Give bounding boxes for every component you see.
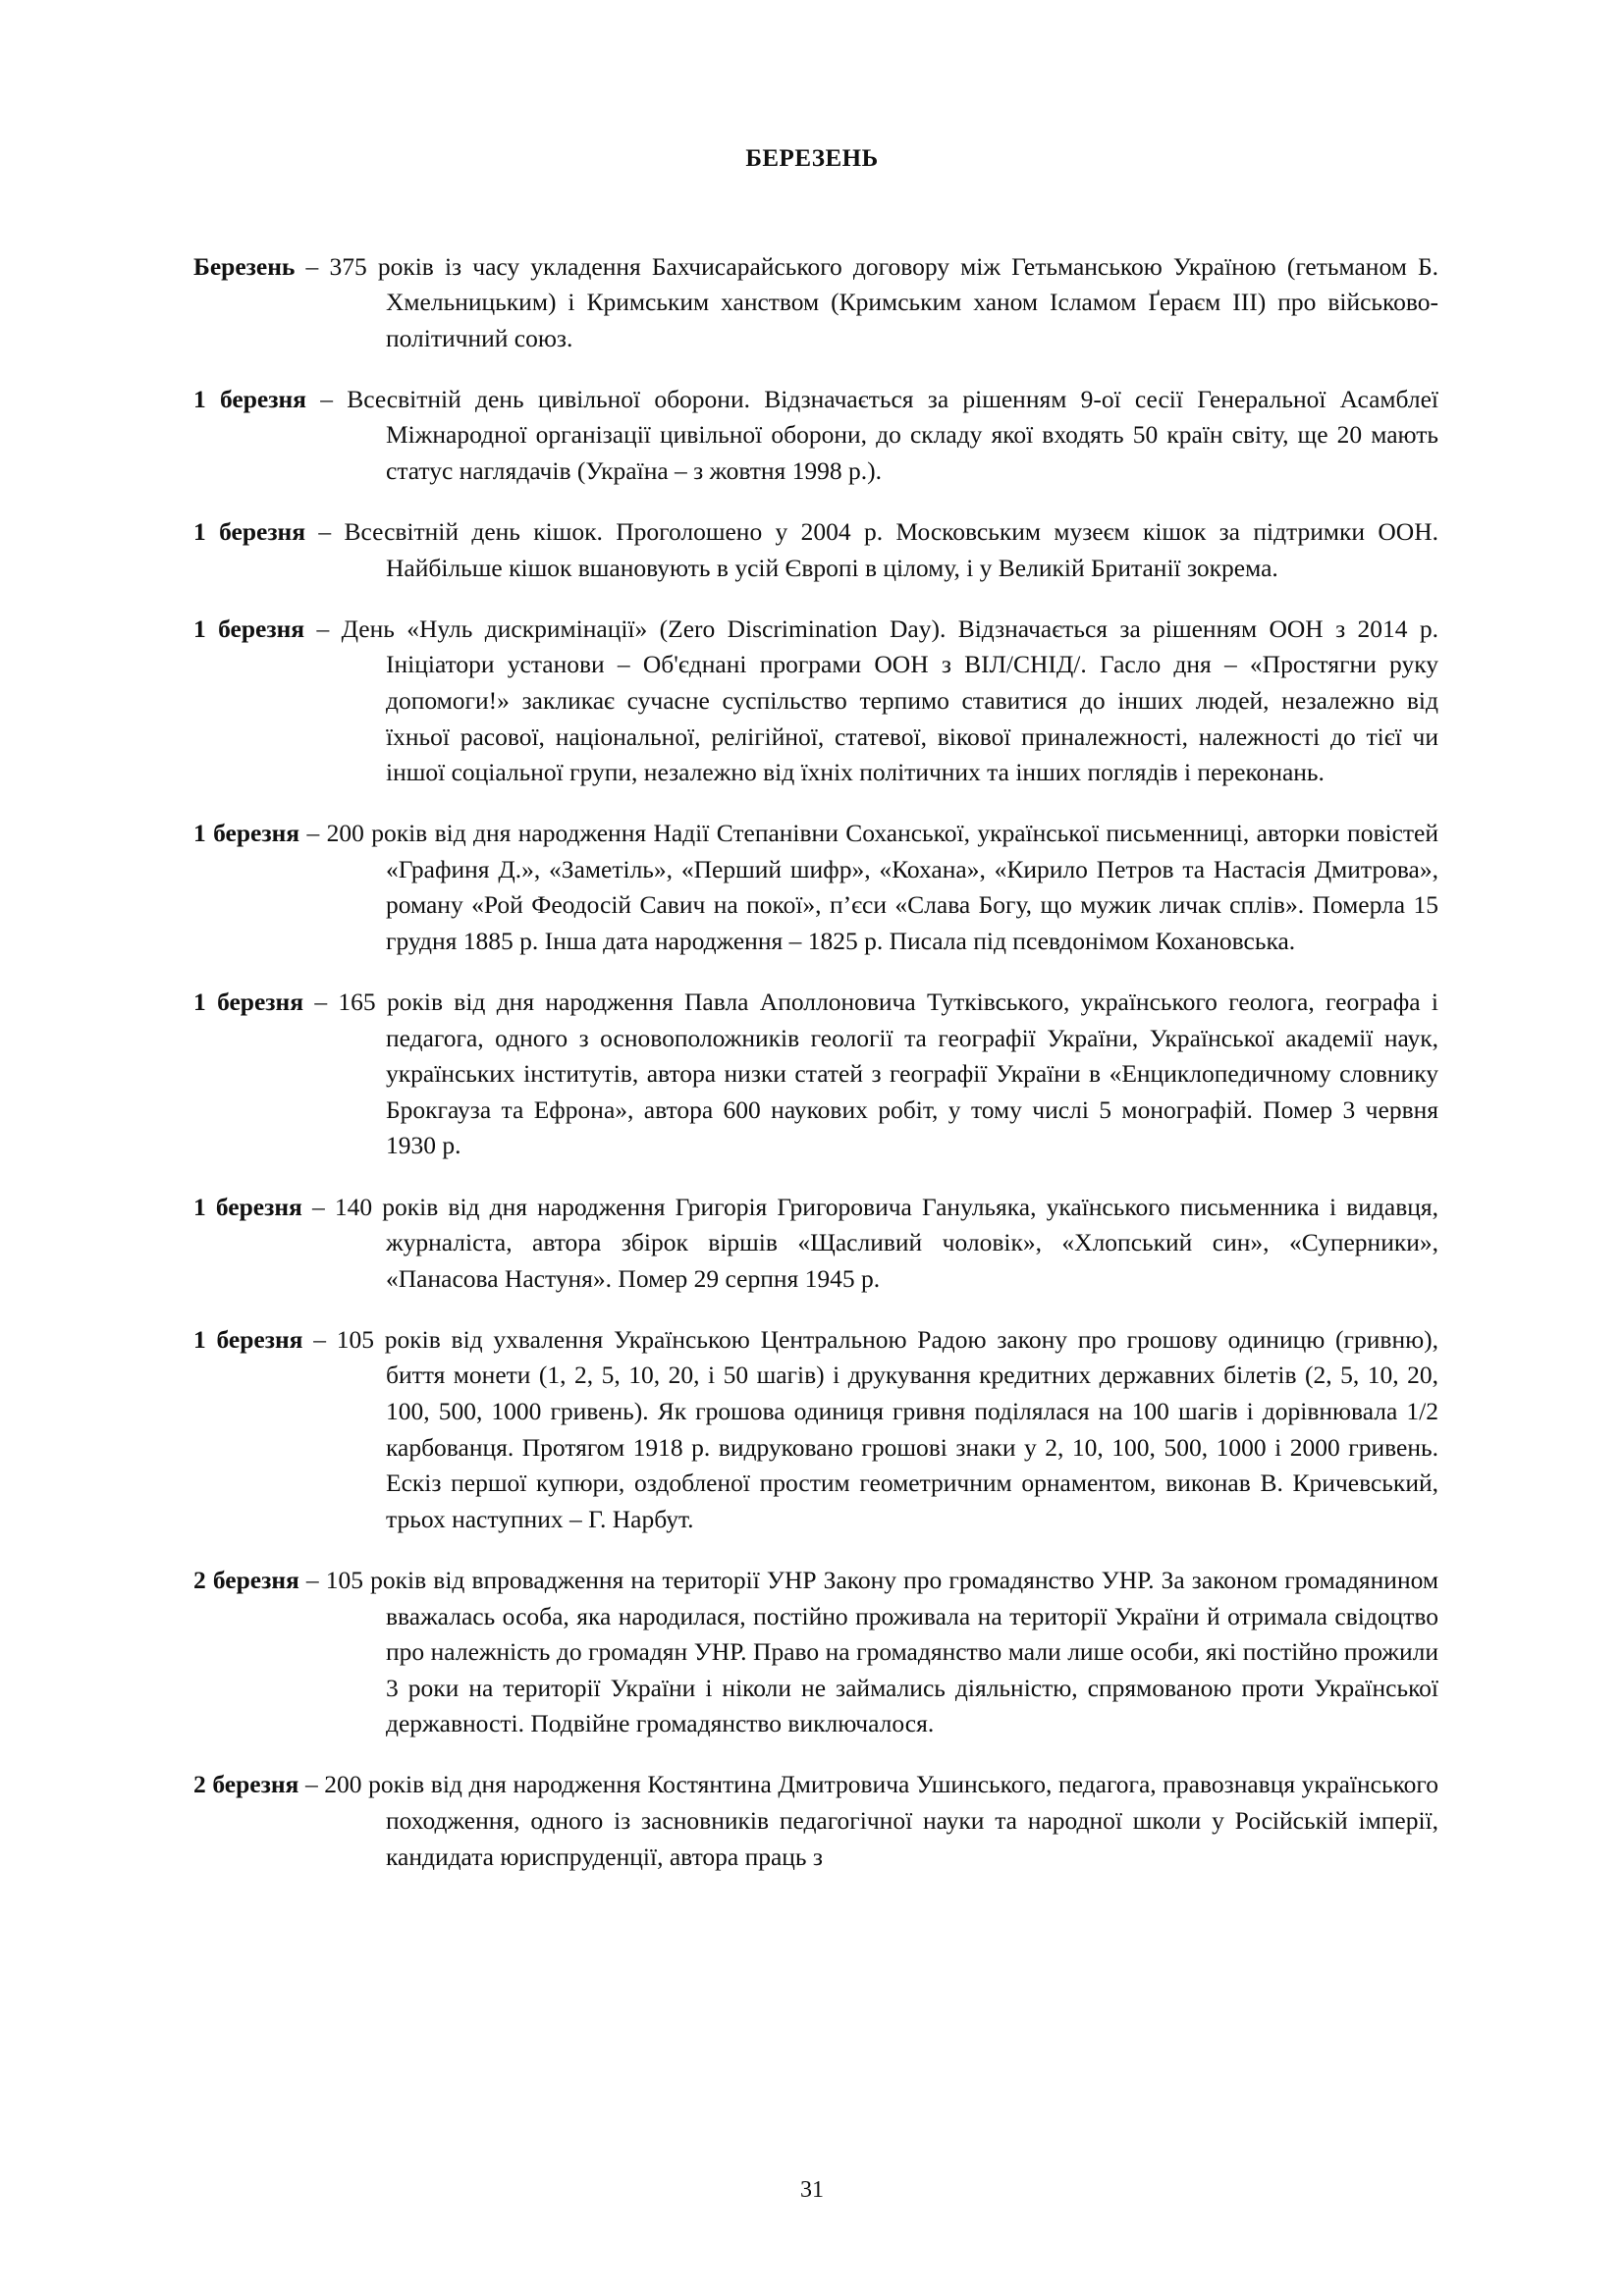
page-title: БЕРЕЗЕНЬ <box>745 145 879 172</box>
entry-text: 105 років від ухвалення Українською Центральною Радою закону про грошову одиницю (гривню), биття монети (1, 2, 5, 10, 20, і 50 шагів) і друкування кредитних державних білетів (2, 5, 10, 20, 100, 500, 1000 гривень). Як грошова одиниця гривня поділялася на 100 шагів і дорівнювала 1/2 карбованця. Протягом 1918 р. видруковано грошові знаки у 2, 10, 100, 500, 1000 і 2000 гривень. Ескіз першої купюри, оздобленої простим геометричним орнаментом, виконав В. Кричевський, трьох наступних – Г. Нарбут. <box>336 1324 1439 1533</box>
entry-text: 200 років від дня народження Надії Степанівни Соханської, української письменниці, авторки повістей «Графиня Д.», «Заметіль», «Перший шифр», «Кохана», «Кирило Петров та Настасія Дмитрова», роману «Рой Феодосій Савич на покої», п’єси «Слава Богу, що мужик личак сплів». Померла 15 грудня 1885 р. Інша дата народження – 1825 р. Писала під псевдонімом Кохановська. <box>326 819 1439 955</box>
calendar-entry: 1 березня – Всесвітній день кішок. Проголошено у 2004 р. Московським музеєм кішок за підтримки ООН. Найбільше кішок вшановують в усій Європі в цілому, і у Великій Британії зокрема. <box>193 517 1439 582</box>
entry-date: 1 березня <box>193 517 306 547</box>
calendar-entry: 2 березня – 200 років від дня народження Костянтина Дмитровича Ушинського, педагога, правознавця українського походження, одного із засновників педагогічної науки та народної школи у Російській імперії, кандидата юриспруденції, автора праць з <box>193 1770 1438 1871</box>
entry-text: 375 років із часу укладення Бахчисарайського договору між Гетьманською Україною (гетьманом Б. Хмельницьким) і Кримським ханством (Кримським ханом Ісламом Ґераєм III) про військово-політичний союз. <box>329 251 1439 352</box>
entry-date: 1 березня <box>193 988 304 1017</box>
entry-date: 1 березня <box>193 1192 302 1221</box>
entry-text: День «Нуль дискримінації» (Zero Discrimination Day). Відзначається за рішенням ООН з 2014 р. Ініціатори установи – Об'єднані програми ООН з ВІЛ/СНІД/. Гасло дня – «Простягни руку допомоги!» закликає сучасне суспільство терпимо ставитися до інших людей, незалежно від їхньої расової, національної, релігійної, статевої, вікової приналежності, належності до тієї чи іншої соціальної групи, незалежно від їхніх політичних та інших поглядів і переконань. <box>341 614 1439 787</box>
page-number: 31 <box>800 2177 824 2203</box>
entry-date: 2 березня <box>193 1565 299 1594</box>
calendar-entry: 1 березня – 140 років від дня народження Григорія Григоровича Ганульяка, укаїнського письменника і видавця, журналіста, автора збірок віршів «Щасливий чоловік», «Хлопський син», «Суперники», «Панасова Настуня». Помер 29 серпня 1945 р. <box>193 1192 1439 1293</box>
entry-date: 1 березня <box>193 1324 303 1354</box>
calendar-entry: 1 березня – 200 років від дня народження Надії Степанівни Соханської, української письменниці, авторки повістей «Графиня Д.», «Заметіль», «Перший шифр», «Кохана», «Кирило Петров та Настасія Дмитрова», роману «Рой Феодосій Савич на покої», п’єси «Слава Богу, що мужик личак сплів». Померла 15 грудня 1885 р. Інша дата народження – 1825 р. Писала під псевдонімом Кохановська. <box>193 819 1439 955</box>
entry-date: 1 березня <box>193 819 300 848</box>
entry-date: Березень <box>193 251 296 281</box>
calendar-entries <box>193 224 1438 1875</box>
calendar-entry: 1 березня – Всесвітній день цивільної оборони. Відзначається за рішенням 9-ої сесії Генеральної Асамблеї Міжнародної організації цивільної оборони, до складу якої входять 50 країн світу, ще 20 мають статус наглядачів (Україна – з жовтня 1998 р.). <box>193 384 1439 485</box>
calendar-entry: 2 березня – 105 років від впровадження на території УНР Закону про громадянство УНР. За законом громадянином вважалась особа, яка народилася, постійно проживала на території України й отримала свідоцтво про належність до громадян УНР. Право на громадянство мали лише особи, які постійно прожили 3 роки на території України і ніколи не займались діяльністю, спрямованою проти Української державності. Подвійне громадянство виключалося. <box>193 1565 1438 1738</box>
entry-text: 105 років від впровадження на території УНР Закону про громадянство УНР. За законом громадянином вважалась особа, яка народилася, постійно проживала на території України й отримала свідоцтво про належність до громадян УНР. Право на громадянство мали лише особи, які постійно прожили 3 роки на території України і ніколи не займались діяльністю, спрямованою проти Української державності. Подвійне громадянство виключалося. <box>325 1565 1438 1738</box>
entry-text: 200 років від дня народження Костянтина Дмитровича Ушинського, педагога, правознавця українського походження, одного із засновників педагогічної науки та народної школи у Російській імперії, кандидата юриспруденції, автора праць з <box>324 1770 1438 1871</box>
entry-text: Всесвітній день цивільної оборони. Відзначається за рішенням 9-ої сесії Генеральної Асамблеї Міжнародної організації цивільної оборони, до складу якої входять 50 країн світу, ще 20 мають статус наглядачів (Україна – з жовтня 1998 р.). <box>347 384 1439 485</box>
entry-date: 1 березня <box>193 614 305 643</box>
calendar-entry: 1 березня – 105 років від ухвалення Українською Центральною Радою закону про грошову одиницю (гривню), биття монети (1, 2, 5, 10, 20, і 50 шагів) і друкування кредитних державних білетів (2, 5, 10, 20, 100, 500, 1000 гривень). Як грошова одиниця гривня поділялася на 100 шагів і дорівнювала 1/2 карбованця. Протягом 1918 р. видруковано грошові знаки у 2, 10, 100, 500, 1000 і 2000 гривень. Ескіз першої купюри, оздобленої простим геометричним орнаментом, виконав В. Кричевський, трьох наступних – Г. Нарбут. <box>193 1324 1439 1533</box>
calendar-entry: 1 березня – 165 років від дня народження Павла Аполлоновича Тутківського, українського геолога, географа і педагога, одного з основоположників геології та географії України, Української академії наук, українських інститутів, автора низки статей з географії України в «Енциклопедичному словнику Брокгауза та Ефрона», автора 600 наукових робіт, у тому числі 5 монографій. Помер 3 червня 1930 р. <box>193 988 1438 1160</box>
entry-text: 140 років від дня народження Григорія Григоровича Ганульяка, укаїнського письменника і видавця, журналіста, автора збірок віршів «Щасливий чоловік», «Хлопський син», «Суперники», «Панасова Настуня». Помер 29 серпня 1945 р. <box>334 1192 1439 1293</box>
calendar-entry: Березень – 375 років із часу укладення Бахчисарайського договору між Гетьманською Україною (гетьманом Б. Хмельницьким) і Кримським ханством (Кримським ханом Ісламом Ґераєм III) про військово-політичний союз. <box>193 251 1439 352</box>
calendar-entry: 1 березня – День «Нуль дискримінації» (Zero Discrimination Day). Відзначається за рішенням ООН з 2014 р. Ініціатори установи – Об'єднані програми ООН з ВІЛ/СНІД/. Гасло дня – «Простягни руку допомоги!» закликає сучасне суспільство терпимо ставитися до інших людей, незалежно від їхньої расової, національної, релігійної, статевої, вікової приналежності, належності до тієї чи іншої соціальної групи, незалежно від їхніх політичних та інших поглядів і переконань. <box>193 614 1439 787</box>
entry-text: 165 років від дня народження Павла Аполлоновича Тутківського, українського геолога, географа і педагога, одного з основоположників геології та географії України, Української академії наук, українських інститутів, автора низки статей з географії України в «Енциклопедичному словнику Брокгауза та Ефрона», автора 600 наукових робіт, у тому числі 5 монографій. Помер 3 червня 1930 р. <box>338 988 1438 1160</box>
entry-text: Всесвітній день кішок. Проголошено у 2004 р. Московським музеєм кішок за підтримки ООН. Найбільше кішок вшановують в усій Європі в цілому, і у Великій Британії зокрема. <box>344 517 1439 582</box>
entry-date: 1 березня <box>193 384 306 413</box>
entry-date: 2 березня <box>193 1770 299 1799</box>
